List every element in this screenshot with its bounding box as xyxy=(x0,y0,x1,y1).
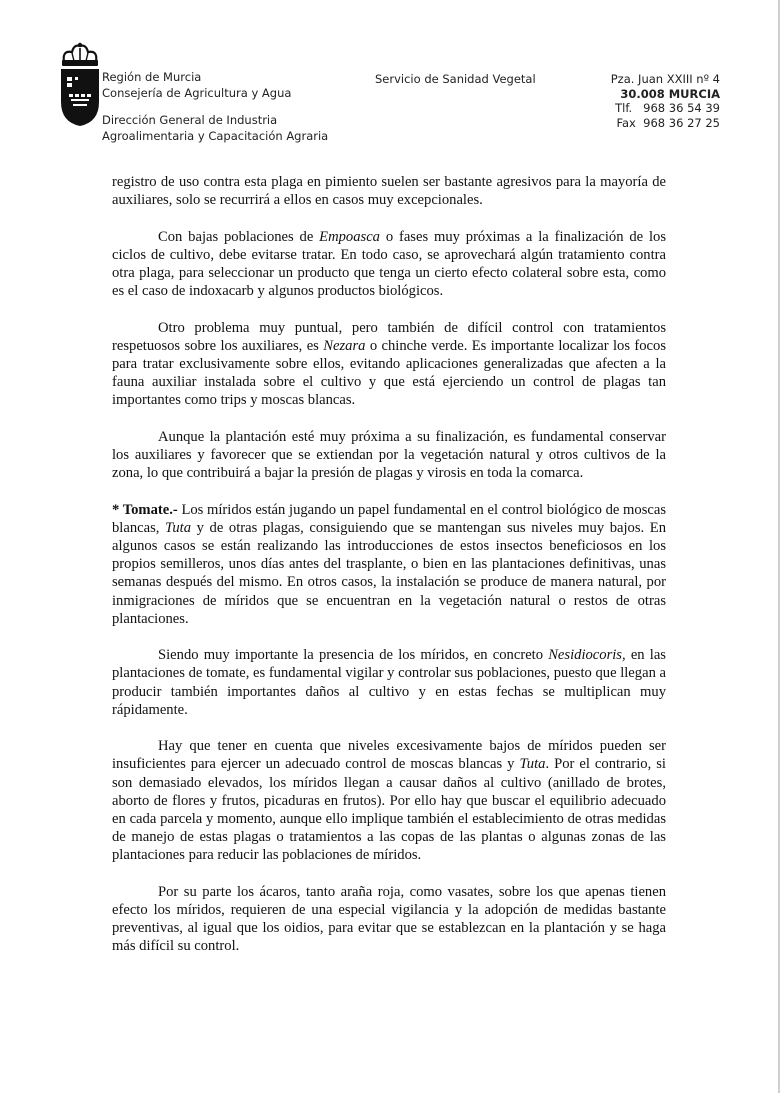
italic-term: Tuta xyxy=(519,756,546,773)
address-city: 30.008 MURCIA xyxy=(620,86,720,101)
body-paragraph xyxy=(112,228,666,301)
body-paragraph xyxy=(112,501,666,628)
phone-number: Tlf. 968 36 54 39 xyxy=(615,101,720,115)
text-run: o chinche verde. Es importante localizar los focos para tratar exclusivamente sobre ellos, evitando aplicaciones generalizadas que afecten a la fauna auxiliar instalada sobre el cultivo y que está ejerciendo un control de plagas tan importantes como trips y moscas blancas. xyxy=(112,337,666,409)
text-run: Con bajas poblaciones de xyxy=(158,228,320,245)
direccion-line-2: Agroalimentaria y Capacitación Agraria xyxy=(102,128,329,143)
address-street: Pza. Juan XXIII nº 4 xyxy=(610,72,720,86)
letterhead xyxy=(0,0,780,150)
text-run: o fases muy próximas a la finalización de los ciclos de cultivo, debe evitarse tratar. En todo caso, se aprovechará algún tratamiento contra otra plaga, para seleccionar un producto que tenga un cierto efecto colateral sobre esta, como es el caso de indoxacarb y algunos productos biológicos. xyxy=(112,228,666,300)
body-paragraph xyxy=(112,737,666,864)
italic-term: Nezara xyxy=(323,337,366,354)
text-run: y de otras plagas, consiguiendo que se mantengan sus niveles muy bajos. En algunos casos se están realizando las introducciones de estos insectos beneficiosos en los propios semilleros, unos días antes del trasplante, o bien en las plantaciones definitivas, unas semanas después del mismo. En otros casos, la instalación se produce de manera natural, por inmigraciones de míridos que se encuentran en la vegetación natural o restos de otras plantaciones. xyxy=(112,519,666,627)
italic-term: Tuta xyxy=(165,519,191,536)
service-name: Servicio de Sanidad Vegetal xyxy=(375,72,536,86)
text-run: Siendo muy importante la presencia de los míridos, en concreto xyxy=(158,647,549,664)
consejeria-name: Consejería de Agricultura y Agua xyxy=(102,85,292,100)
document-body xyxy=(112,173,666,974)
section-heading: * Tomate.- xyxy=(112,501,178,518)
body-paragraph xyxy=(112,173,666,209)
body-paragraph xyxy=(112,646,666,719)
body-paragraph xyxy=(112,319,666,410)
text-run: registro de uso contra esta plaga en pimiento suelen ser bastante agresivos para la mayoría de auxiliares, solo se recurrirá a ellos en casos muy excepcionales. xyxy=(112,174,666,209)
contact-block xyxy=(611,72,720,130)
text-run: Los míridos están jugando un papel fundamental en el control biológico de moscas blancas, xyxy=(112,501,667,536)
fax-number: Fax 968 36 27 25 xyxy=(616,115,720,130)
text-run: Hay que tener en cuenta que niveles excesivamente bajos de míridos pueden ser insuficientes para ejercer un adecuado control de moscas blancas y xyxy=(112,738,666,773)
italic-term: Nesidiocoris xyxy=(548,647,622,664)
text-run: Por su parte los ácaros, tanto araña roja, como vasates, sobre los que apenas tienen efecto los míridos, requieren de una especial vigilancia y la adopción de medidas bastante preventivas, al igual que los oidios, para evitar que se establezcan en la plantación y se haga más difícil su control. xyxy=(112,883,666,955)
italic-term: Empoasca xyxy=(319,228,380,245)
text-run: . Por el contrario, si son demasiado elevados, los míridos llegan a causar daños al cultivo (anillado de brotes, aborto de flores y frutos, picaduras en frutos). Por ello hay que buscar el equilibrio adecuado en cada parcela y momento, aunque ello implique también el establecimiento de otras medidas de manejo de estas plagas o tratamientos a las copas de las plantas o algunas zonas de las plantaciones para reducir las poblaciones de míridos. xyxy=(112,756,666,864)
text-run: Otro problema muy puntual, pero también de difícil control con tratamientos respetuosos sobre los auxiliares, es xyxy=(112,319,666,354)
text-run: Aunque la plantación esté muy próxima a su finalización, es fundamental conservar los auxiliares y favorecer que se extiendan por la vegetación natural y otros cultivos de la zona, lo que contribuirá a bajar la presión de plagas y virosis en toda la comarca. xyxy=(112,428,666,482)
body-paragraph xyxy=(112,883,666,956)
body-paragraph xyxy=(112,428,666,483)
region-crest-logo xyxy=(58,42,102,126)
text-run: , en las plantaciones de tomate, es fundamental vigilar y controlar sus poblaciones, puesto que llegan a producir también importantes daños al cultivo y en estas fechas se multiplican muy rápidamente. xyxy=(112,647,666,718)
region-name: Región de Murcia xyxy=(102,70,202,84)
direccion-line-1: Dirección General de Industria xyxy=(102,113,278,127)
department-block xyxy=(102,70,328,144)
